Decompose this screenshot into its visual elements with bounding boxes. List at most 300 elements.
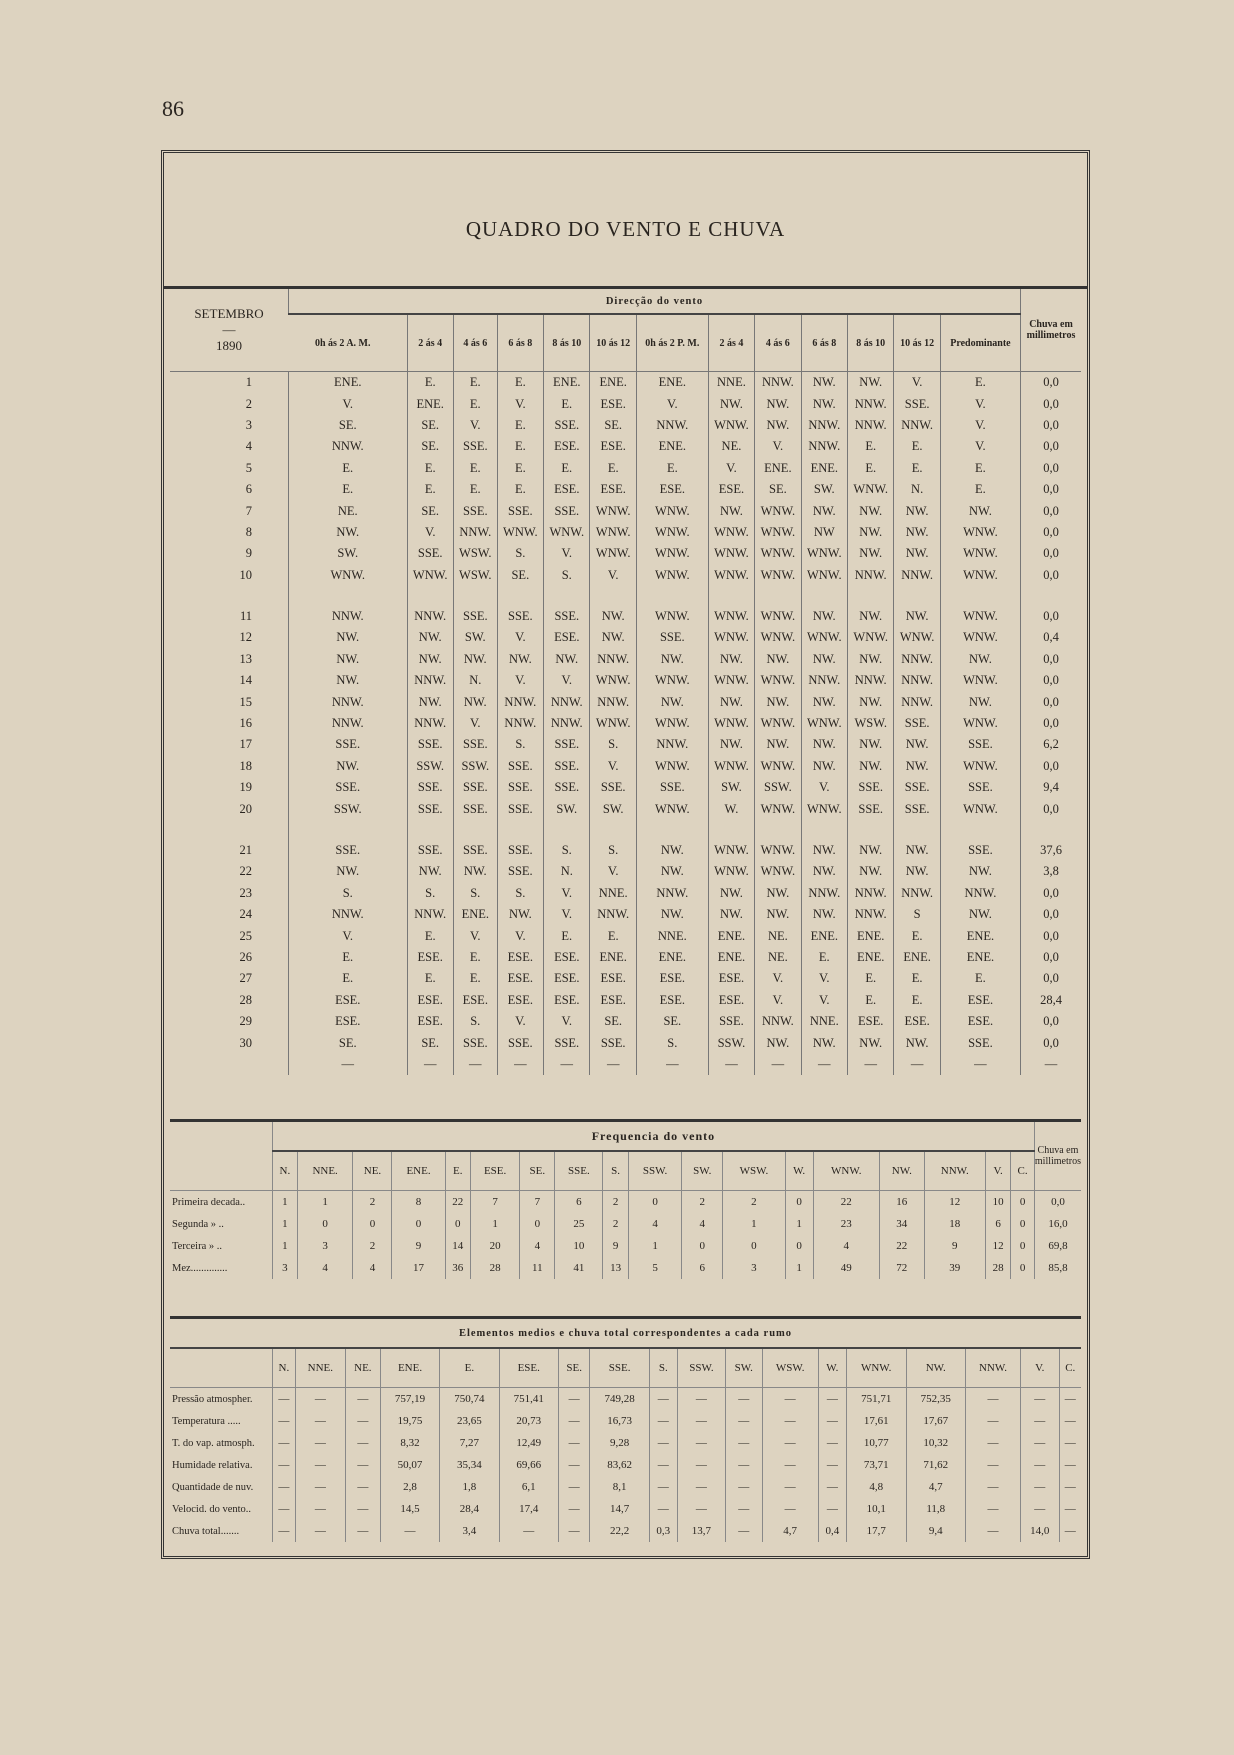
table-row — [170, 1213, 1081, 1235]
value-cell: 0 — [628, 1191, 682, 1214]
value-cell: 4 — [813, 1235, 880, 1257]
direction-cell: NW. — [848, 1032, 894, 1053]
table-row — [170, 798, 1081, 819]
value-cell: 14 — [445, 1235, 470, 1257]
column-header: SE. — [558, 1348, 590, 1388]
direction-cell: NW. — [801, 500, 847, 521]
direction-cell: WNW. — [755, 840, 801, 861]
direction-cell: ESE. — [497, 968, 543, 989]
value-cell: 10,1 — [846, 1498, 906, 1520]
direction-cell: ESE. — [544, 990, 590, 1011]
direction-cell: SSE. — [544, 777, 590, 798]
value-cell: 2 — [603, 1213, 628, 1235]
direction-cell: WNW. — [636, 522, 708, 543]
table-row — [170, 1032, 1081, 1053]
direction-cell: ESE. — [590, 436, 636, 457]
value-cell: 7,27 — [440, 1432, 499, 1454]
direction-cell: NNW. — [636, 415, 708, 436]
rain-cell: 9,4 — [1021, 777, 1082, 798]
direction-cell: SSE. — [407, 777, 453, 798]
direction-cell: WNW. — [755, 713, 801, 734]
direction-cell: WNW. — [755, 627, 801, 648]
column-header: SSW. — [677, 1348, 725, 1388]
direction-cell: NW. — [894, 500, 940, 521]
day-cell: 17 — [239, 737, 252, 752]
direction-cell: ESE. — [289, 1011, 408, 1032]
value-cell: 0 — [445, 1213, 470, 1235]
value-cell: 8,1 — [590, 1476, 649, 1498]
direction-cell: WNW. — [590, 522, 636, 543]
direction-cell: E. — [453, 947, 497, 968]
direction-cell: SSE. — [453, 1032, 497, 1053]
day-cell: 13 — [239, 651, 252, 666]
direction-cell: E. — [894, 925, 940, 946]
direction-cell: NW. — [708, 734, 754, 755]
table-row — [170, 777, 1081, 798]
direction-cell: WSW. — [453, 565, 497, 586]
gap-cell — [453, 586, 497, 606]
direction-cell: NNW. — [636, 883, 708, 904]
direction-cell: SSE. — [544, 606, 590, 627]
value-cell: 0 — [297, 1213, 353, 1235]
column-header: E. — [445, 1151, 470, 1191]
direction-cell: E. — [407, 968, 453, 989]
value-cell: — — [965, 1520, 1020, 1542]
direction-cell: NNW. — [289, 713, 408, 734]
direction-cell: NW. — [453, 861, 497, 882]
column-header: WSW. — [762, 1348, 818, 1388]
direction-cell: NW. — [848, 861, 894, 882]
value-cell: 4 — [628, 1213, 682, 1235]
value-cell: 16 — [880, 1191, 925, 1214]
direction-cell: V. — [544, 904, 590, 925]
direction-cell: NW. — [894, 756, 940, 777]
value-cell: — — [295, 1388, 345, 1411]
value-cell: 0 — [1011, 1235, 1035, 1257]
value-cell: 13,7 — [677, 1520, 725, 1542]
direction-cell: NNW. — [755, 372, 801, 394]
direction-cell: SE. — [407, 500, 453, 521]
month-dash: — — [222, 322, 236, 337]
table-row — [170, 1454, 1081, 1476]
direction-cell: SSE. — [590, 777, 636, 798]
direction-cell: V. — [289, 925, 408, 946]
direction-cell: SSE. — [453, 840, 497, 861]
column-header: V. — [1021, 1348, 1059, 1388]
decade-gap — [170, 586, 1081, 606]
mean-elements-table — [170, 1319, 1081, 1542]
direction-cell: V. — [497, 1011, 543, 1032]
direction-cell: WNW. — [940, 670, 1020, 691]
direction-cell: S — [894, 904, 940, 925]
value-cell: 9,28 — [590, 1432, 649, 1454]
table-row — [170, 393, 1081, 414]
direction-cell: SSE. — [289, 777, 408, 798]
gap-cell — [453, 820, 497, 840]
value-cell: — — [345, 1498, 380, 1520]
direction-cell: SSE. — [453, 606, 497, 627]
direction-cell: NNE. — [590, 883, 636, 904]
blank-cell — [170, 1151, 273, 1191]
direction-cell: NE. — [708, 436, 754, 457]
value-cell: 85,8 — [1034, 1257, 1081, 1279]
direction-cell: E. — [894, 436, 940, 457]
value-cell: 6,1 — [499, 1476, 558, 1498]
value-cell: 8 — [392, 1191, 445, 1214]
value-cell: — — [725, 1498, 762, 1520]
value-cell: — — [762, 1388, 818, 1411]
value-cell: 12,49 — [499, 1432, 558, 1454]
direction-cell: ENE. — [755, 458, 801, 479]
direction-cell: ENE. — [453, 904, 497, 925]
header-row — [170, 289, 1081, 314]
direction-cell: SSE. — [590, 1032, 636, 1053]
value-cell: — — [725, 1520, 762, 1542]
value-cell: 69,8 — [1034, 1235, 1081, 1257]
value-cell: — — [725, 1476, 762, 1498]
direction-cell: NW. — [848, 649, 894, 670]
direction-cell: ENE. — [590, 947, 636, 968]
column-header: 2 ás 4 — [708, 314, 754, 372]
value-cell: — — [677, 1498, 725, 1520]
day-cell: 24 — [239, 907, 252, 922]
blank-cell — [170, 1122, 273, 1151]
direction-cell: NNW. — [894, 649, 940, 670]
direction-cell: E. — [848, 458, 894, 479]
direction-cell: SSE. — [940, 777, 1020, 798]
direction-cell: WNW. — [801, 565, 847, 586]
direction-cell: V. — [497, 627, 543, 648]
value-cell: 0,4 — [818, 1520, 846, 1542]
column-header: 8 ás 10 — [544, 314, 590, 372]
direction-cell: WNW. — [755, 670, 801, 691]
value-cell: 16,0 — [1034, 1213, 1081, 1235]
month-name: SETEMBRO — [194, 306, 264, 321]
value-cell: — — [1059, 1476, 1081, 1498]
direction-cell: ESE. — [636, 990, 708, 1011]
rain-cell: 0,0 — [1021, 713, 1082, 734]
direction-cell: NW. — [590, 606, 636, 627]
value-cell: — — [965, 1454, 1020, 1476]
rain-header: Chuva em millimetros — [1034, 1122, 1081, 1191]
value-cell: 12 — [985, 1235, 1010, 1257]
rain-cell: 0,0 — [1021, 436, 1082, 457]
direction-cell: SE. — [407, 415, 453, 436]
value-cell: 751,41 — [499, 1388, 558, 1411]
rain-cell: 0,0 — [1021, 1011, 1082, 1032]
value-cell: — — [273, 1432, 296, 1454]
direction-cell: NW. — [590, 627, 636, 648]
value-cell: — — [380, 1520, 439, 1542]
direction-cell: SW. — [801, 479, 847, 500]
gap-cell — [289, 820, 408, 840]
direction-cell: S. — [497, 543, 543, 564]
direction-cell: NW. — [755, 1032, 801, 1053]
value-cell: — — [295, 1520, 345, 1542]
direction-cell: S. — [289, 883, 408, 904]
direction-cell: E. — [497, 479, 543, 500]
column-header: N. — [273, 1348, 296, 1388]
header-row — [170, 1122, 1081, 1151]
value-cell: 20,73 — [499, 1410, 558, 1432]
value-cell: 1 — [273, 1191, 298, 1214]
direction-cell: NW. — [848, 840, 894, 861]
direction-cell: WNW. — [497, 522, 543, 543]
direction-cell: E. — [636, 458, 708, 479]
direction-cell: NW. — [894, 1032, 940, 1053]
direction-cell: SE. — [289, 415, 408, 436]
table-row — [170, 925, 1081, 946]
value-cell: — — [677, 1454, 725, 1476]
day-cell: 14 — [239, 673, 252, 688]
direction-cell: V. — [708, 458, 754, 479]
column-header: SSE. — [590, 1348, 649, 1388]
direction-cell: WNW. — [801, 627, 847, 648]
value-cell: 16,73 — [590, 1410, 649, 1432]
row-label: Primeira decada.. — [172, 1196, 246, 1208]
value-cell: — — [273, 1410, 296, 1432]
gap-cell — [801, 820, 847, 840]
table-row — [170, 627, 1081, 648]
direction-cell: V. — [453, 415, 497, 436]
rain-cell: 0,0 — [1021, 415, 1082, 436]
direction-cell: S. — [453, 883, 497, 904]
value-cell: 22 — [880, 1235, 925, 1257]
value-cell: — — [558, 1454, 590, 1476]
direction-cell: NNW. — [940, 883, 1020, 904]
direction-cell: E. — [544, 393, 590, 414]
row-label: Quantidade de nuv. — [172, 1481, 254, 1493]
value-cell: 22 — [445, 1191, 470, 1214]
direction-cell: NW. — [940, 861, 1020, 882]
column-header: NE. — [345, 1348, 380, 1388]
direction-cell: E. — [289, 947, 408, 968]
direction-cell: ESE. — [407, 1011, 453, 1032]
direction-cell: WNW. — [407, 565, 453, 586]
page-number: 86 — [162, 96, 184, 121]
direction-cell: SSW. — [708, 1032, 754, 1053]
direction-cell: — — [801, 1054, 847, 1075]
direction-cell: WNW. — [755, 606, 801, 627]
value-cell: 50,07 — [380, 1454, 439, 1476]
direction-cell: S. — [590, 840, 636, 861]
direction-cell: — — [940, 1054, 1020, 1075]
direction-cell: NW. — [894, 734, 940, 755]
direction-cell: WNW. — [801, 798, 847, 819]
direction-cell: WNW. — [848, 479, 894, 500]
value-cell: 1 — [628, 1235, 682, 1257]
value-cell: 36 — [445, 1257, 470, 1279]
direction-cell: SE. — [590, 1011, 636, 1032]
table-row — [170, 1388, 1081, 1411]
column-header: NNE. — [297, 1151, 353, 1191]
direction-cell: E. — [894, 458, 940, 479]
direction-cell: WNW. — [636, 543, 708, 564]
table-row — [170, 756, 1081, 777]
day-cell — [170, 1054, 289, 1075]
direction-cell: NW. — [801, 861, 847, 882]
day-cell: 20 — [239, 801, 252, 816]
direction-cell: SSE. — [544, 756, 590, 777]
column-header: NNW. — [924, 1151, 985, 1191]
direction-cell: V. — [940, 436, 1020, 457]
direction-cell: ESE. — [636, 968, 708, 989]
direction-cell: NW. — [636, 861, 708, 882]
day-cell: 23 — [239, 885, 252, 900]
value-cell: 2 — [353, 1235, 392, 1257]
direction-cell: WNW. — [636, 756, 708, 777]
direction-cell: NE. — [755, 947, 801, 968]
direction-cell: V. — [453, 925, 497, 946]
day-cell: 2 — [245, 396, 252, 411]
direction-cell: E. — [497, 436, 543, 457]
value-cell: 1 — [297, 1191, 353, 1214]
direction-cell: ENE. — [940, 947, 1020, 968]
rain-cell: 0,0 — [1021, 543, 1082, 564]
direction-cell: N. — [544, 861, 590, 882]
column-header: ENE. — [392, 1151, 445, 1191]
value-cell: — — [273, 1520, 296, 1542]
direction-cell: ESE. — [708, 479, 754, 500]
direction-cell: NW. — [848, 500, 894, 521]
rain-cell: 37,6 — [1021, 840, 1082, 861]
direction-cell: V. — [755, 968, 801, 989]
direction-header: Direcção do vento — [289, 289, 1021, 314]
direction-cell: — — [894, 1054, 940, 1075]
direction-cell: SSE. — [894, 798, 940, 819]
direction-cell: SSE. — [497, 756, 543, 777]
rain-cell: 0,0 — [1021, 883, 1082, 904]
row-label: Terceira » .. — [172, 1240, 222, 1252]
wind-frequency-table — [170, 1122, 1081, 1279]
direction-cell: E. — [801, 947, 847, 968]
direction-cell: V. — [755, 436, 801, 457]
direction-cell: WNW. — [940, 543, 1020, 564]
direction-cell: E. — [590, 925, 636, 946]
value-cell: 6 — [985, 1213, 1010, 1235]
direction-cell: WNW. — [848, 627, 894, 648]
table-row — [170, 947, 1081, 968]
value-cell: — — [762, 1432, 818, 1454]
gap-cell — [497, 586, 543, 606]
column-header: ENE. — [380, 1348, 439, 1388]
value-cell: 11,8 — [906, 1498, 965, 1520]
direction-cell: WNW. — [590, 713, 636, 734]
value-cell: 10,32 — [906, 1432, 965, 1454]
direction-cell: SSE. — [544, 415, 590, 436]
direction-cell: — — [590, 1054, 636, 1075]
row-label: Velocid. do vento.. — [172, 1503, 252, 1515]
value-cell: — — [818, 1498, 846, 1520]
value-cell: — — [818, 1388, 846, 1411]
direction-cell: WNW. — [755, 500, 801, 521]
direction-cell: NW. — [801, 606, 847, 627]
direction-cell: V. — [544, 670, 590, 691]
column-header: 10 ás 12 — [894, 314, 940, 372]
value-cell: — — [725, 1410, 762, 1432]
direction-cell: WNW. — [755, 756, 801, 777]
direction-cell: ENE. — [801, 458, 847, 479]
rain-cell: 0,0 — [1021, 904, 1082, 925]
gap-cell — [894, 586, 940, 606]
direction-cell: SSE. — [636, 777, 708, 798]
table-row — [170, 883, 1081, 904]
direction-cell: NW. — [848, 756, 894, 777]
wind-direction-table — [170, 289, 1081, 1075]
gap-cell — [755, 820, 801, 840]
row-label: Mez.............. — [172, 1262, 228, 1274]
direction-cell: SSE. — [894, 713, 940, 734]
gap-cell — [940, 820, 1020, 840]
day-cell: 11 — [239, 609, 252, 624]
direction-cell: ESE. — [636, 479, 708, 500]
row-label: Chuva total....... — [172, 1525, 240, 1537]
direction-cell: ESE. — [708, 990, 754, 1011]
direction-cell: NW. — [940, 649, 1020, 670]
direction-cell: ESE. — [708, 968, 754, 989]
direction-cell: WNW. — [636, 500, 708, 521]
gap-cell — [590, 820, 636, 840]
direction-cell: NW. — [801, 734, 847, 755]
value-cell: 41 — [555, 1257, 603, 1279]
value-cell: 0 — [1011, 1257, 1035, 1279]
table-row — [170, 522, 1081, 543]
direction-cell: ENE. — [544, 372, 590, 394]
direction-cell: E. — [848, 990, 894, 1011]
value-cell: 28 — [470, 1257, 519, 1279]
direction-cell: WNW. — [636, 606, 708, 627]
value-cell: 3 — [723, 1257, 786, 1279]
value-cell: 9,4 — [906, 1520, 965, 1542]
direction-cell: NW. — [708, 649, 754, 670]
value-cell: — — [1059, 1432, 1081, 1454]
value-cell: 752,35 — [906, 1388, 965, 1411]
direction-cell: SSE. — [453, 436, 497, 457]
value-cell: 0 — [723, 1235, 786, 1257]
direction-cell: ENE. — [894, 947, 940, 968]
direction-cell: SSE. — [289, 734, 408, 755]
rain-cell: 0,0 — [1021, 500, 1082, 521]
direction-cell: NW. — [708, 393, 754, 414]
direction-cell: SSE. — [497, 840, 543, 861]
direction-cell: WNW. — [755, 861, 801, 882]
direction-cell: E. — [289, 479, 408, 500]
row-label: T. do vap. atmosph. — [172, 1437, 255, 1449]
direction-cell: N. — [453, 670, 497, 691]
value-cell: 17 — [392, 1257, 445, 1279]
direction-cell: ENE. — [708, 925, 754, 946]
column-header: N. — [273, 1151, 298, 1191]
direction-cell: SSE. — [407, 734, 453, 755]
direction-cell: NW. — [894, 606, 940, 627]
direction-cell: NW. — [407, 627, 453, 648]
value-cell: — — [677, 1476, 725, 1498]
direction-cell: NW. — [289, 861, 408, 882]
direction-cell: WNW. — [590, 500, 636, 521]
value-cell: — — [649, 1476, 677, 1498]
direction-cell: E. — [497, 415, 543, 436]
value-cell: — — [1021, 1498, 1059, 1520]
direction-cell: W. — [708, 798, 754, 819]
direction-cell: SSE. — [544, 1032, 590, 1053]
column-header: 2 ás 4 — [407, 314, 453, 372]
direction-cell: SE. — [407, 1032, 453, 1053]
direction-cell: V. — [801, 990, 847, 1011]
direction-cell: E. — [544, 925, 590, 946]
direction-cell: ESE. — [453, 990, 497, 1011]
direction-cell: SSE. — [497, 777, 543, 798]
direction-cell: ENE. — [848, 947, 894, 968]
